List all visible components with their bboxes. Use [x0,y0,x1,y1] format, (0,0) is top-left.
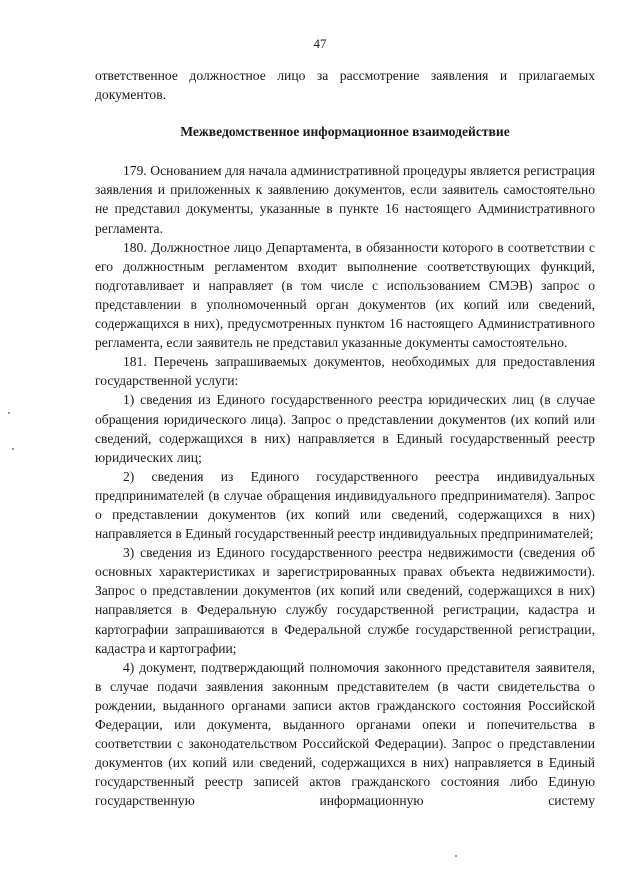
paragraph-179: 179. Основанием для начала административной процедуры является регистрация заявления и приложенных к заявлению документов, если заявитель самостоятельно не представил документы, указанные в пункте 16 настоящего Административного регламента. [95,163,595,236]
scan-speck [8,412,10,414]
document-body [95,66,595,810]
list-item-1: 1) сведения из Единого государственного реестра юридических лиц (в случае обращения юридического лица). Запрос о представлении документов (их копий или сведений, содержащихся в них) направляется в Единый государственный реестр юридических лиц; [95,392,595,465]
list-item-4: 4) документ, подтверждающий полномочия законного представителя заявителя, в случае подачи заявления законным представителем (в части свидетельства о рождении, выданного органами записи актов гражданского состояния Российской Федерации, или документа, выданного органами опеки и попечительства в соответствии с законодательством Российской Федерации). Запрос о представлении документов (их копий или сведений, содержащихся в них) направляется в Единый государственный реестр записей актов гражданского состояния либо Единую государственную информационную систему [95,659,595,809]
paragraph-180: 180. Должностное лицо Департамента, в обязанности которого в соответствии с его должностным регламентом входит выполнение соответствующих функций, подготавливает и направляет (в том числе с использованием СМЭВ) запрос о представлении в уполномоченный орган документов (их копий или сведений, содержащихся в них), предусмотренных пунктом 16 настоящего Административного регламента, если заявитель не представил указанные документы самостоятельно. [95,239,595,351]
section-heading: Межведомственное информационное взаимодействие [180,124,510,140]
paragraph-continuation: ответственное должностное лицо за рассмотрение заявления и прилагаемых документов. [95,68,595,103]
paragraph-181: 181. Перечень запрашиваемых документов, необходимых для предоставления государственной услуги: [95,354,595,389]
scan-speck [455,855,457,857]
list-item-3: 3) сведения из Единого государственного реестра недвижимости (сведения об основных характеристиках и зарегистрированных правах объекта недвижимости). Запрос о представлении документов (их копий или сведений, содержащихся в них) направляется в Федеральную службу государственной регистрации, кадастра и картографии запрашиваются в Федеральной службе государственной регистрации, кадастра и картографии; [95,545,595,656]
scan-speck [12,448,14,450]
list-item-2: 2) сведения из Единого государственного реестра индивидуальных предпринимателей (в случае обращения индивидуального предпринимателя). Запрос о представлении документов (их копий или сведений, содержащихся в них) направляется в Единый государственный реестр индивидуальных предпринимателей; [95,468,595,542]
page-number: 47 [313,36,327,51]
